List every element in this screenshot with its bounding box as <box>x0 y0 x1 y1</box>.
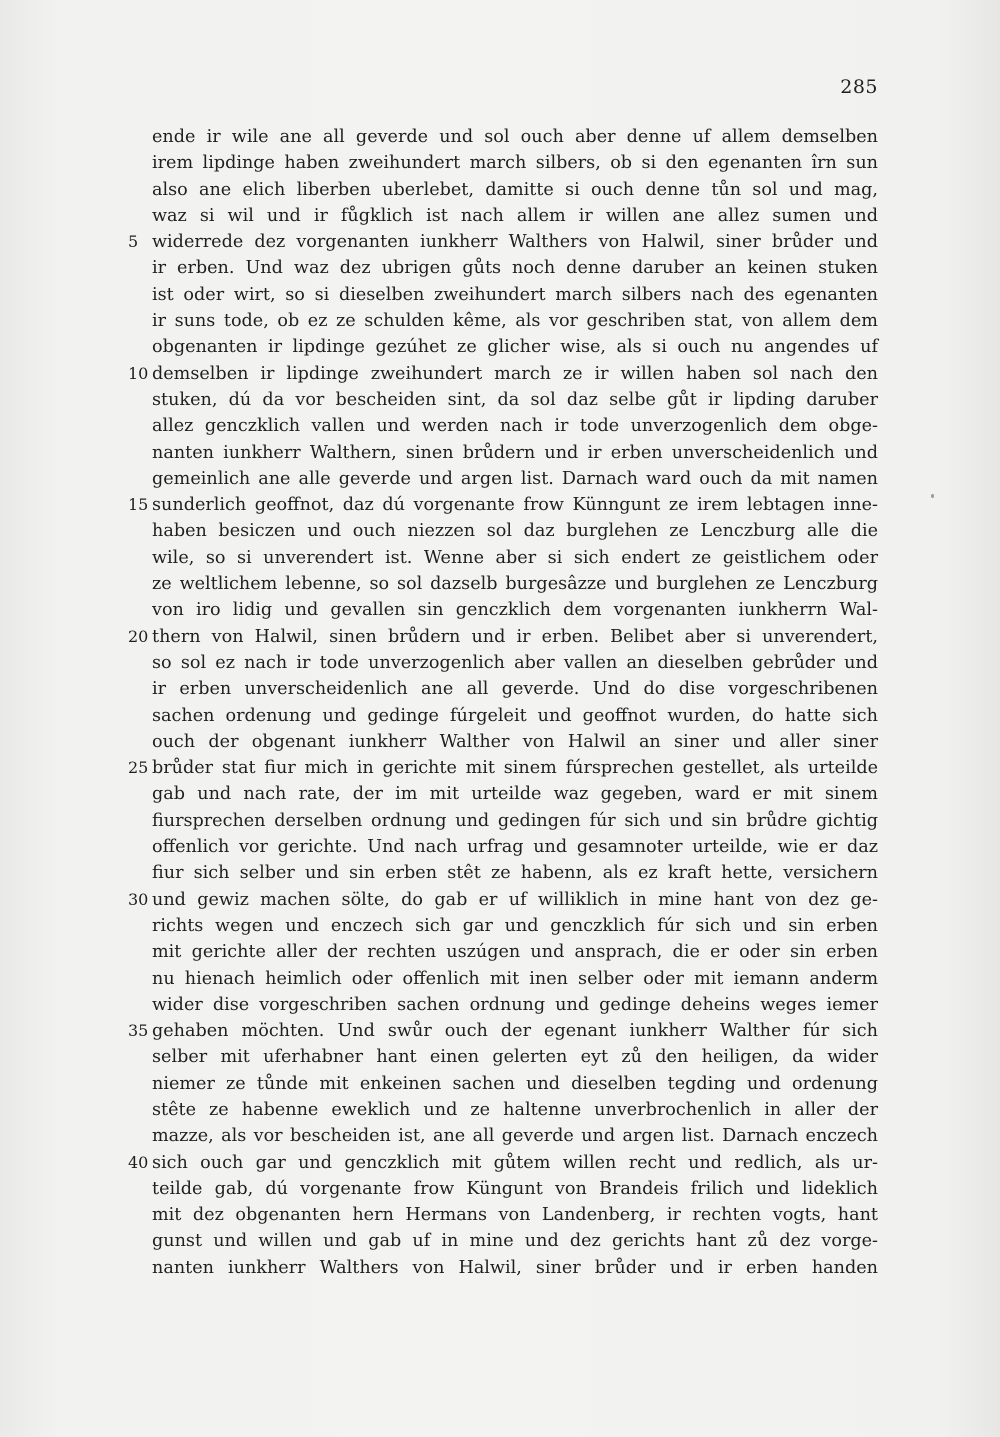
text-line <box>128 624 878 650</box>
text-line <box>152 203 878 229</box>
text-line <box>128 887 878 913</box>
text-line <box>152 703 878 729</box>
line-text: ir erben. Und waz dez ubrigen gůts noch denne daruber an keinen stuken <box>152 258 878 279</box>
text-line <box>152 124 878 150</box>
text-line <box>152 150 878 176</box>
text-line <box>152 308 878 334</box>
line-text: haben besiczen und ouch niezzen sol daz burglehen ze Lenczburg alle die <box>152 521 878 542</box>
text-line <box>128 361 878 387</box>
line-text: allez genczklich vallen und werden nach ir tode unverzogenlich dem obge- <box>152 416 878 437</box>
text-line <box>152 1202 878 1228</box>
text-line <box>152 571 878 597</box>
text-line <box>128 229 878 255</box>
line-text: nanten iunkherr Walthers von Halwil, siner brůder und ir erben handen <box>152 1257 878 1278</box>
body-text <box>128 124 878 1281</box>
line-text: von iro lidig und gevallen sin genczklich dem vorgenanten iunkherrn Wal- <box>152 600 878 621</box>
line-text: sich ouch gar und genczklich mit gůtem willen recht und redlich, als ur- <box>152 1152 878 1173</box>
line-text: obgenanten ir lipdinge gezúhet ze glicher wise, als si ouch nu angendes uf <box>152 337 878 358</box>
line-number: 15 <box>128 495 149 515</box>
text-line <box>152 860 878 886</box>
line-text: widerrede dez vorgenanten iunkherr Walthers von Halwil, siner brůder und <box>152 232 878 253</box>
line-number: 30 <box>128 889 149 909</box>
line-text: gehaben möchten. Und swůr ouch der egenant iunkherr Walther fúr sich <box>152 1021 878 1042</box>
line-text: mit gerichte aller der rechten uszúgen und ansprach, die er oder sin erben <box>152 942 878 963</box>
text-line <box>128 755 878 781</box>
line-text: teilde gab, dú vorgenante frow Küngunt von Brandeis frilich und lideklich <box>152 1178 878 1199</box>
line-text: mit dez obgenanten hern Hermans von Landenberg, ir rechten vogts, hant <box>152 1205 878 1226</box>
text-line <box>152 729 878 755</box>
line-number: 25 <box>128 758 149 778</box>
line-text: stuken, dú da vor bescheiden sint, da sol daz selbe gůt ir lipding daruber <box>152 389 878 410</box>
line-text: ir erben unverscheidenlich ane all geverde. Und do dise vorgeschribenen <box>152 679 878 700</box>
text-line <box>152 781 878 807</box>
text-line <box>152 939 878 965</box>
text-line <box>152 597 878 623</box>
text-line <box>152 834 878 860</box>
line-text: wider dise vorgeschriben sachen ordnung und gedinge deheins weges iemer <box>152 994 878 1015</box>
text-line <box>152 545 878 571</box>
line-text: ouch der obgenant iunkherr Walther von Halwil an siner und aller siner <box>152 731 878 752</box>
text-line <box>128 492 878 518</box>
line-text: fiursprechen derselben ordnung und gedingen fúr sich und sin brůdre gichtig <box>152 810 878 831</box>
text-line <box>152 808 878 834</box>
line-text: waz si wil und ir fůgklich ist nach allem ir willen ane allez sumen und <box>152 205 878 226</box>
line-text: wile, so si unverendert ist. Wenne aber si sich endert ze geistlichem oder <box>152 547 878 568</box>
text-line <box>152 650 878 676</box>
text-line <box>152 1228 878 1254</box>
text-line <box>152 913 878 939</box>
line-text: gemeinlich ane alle geverde und argen list. Darnach ward ouch da mit namen <box>152 468 878 489</box>
text-line <box>152 177 878 203</box>
line-text: so sol ez nach ir tode unverzogenlich aber vallen an dieselben gebrůder und <box>152 652 878 673</box>
paper-speck <box>931 494 934 498</box>
line-number: 40 <box>128 1152 149 1172</box>
text-line <box>152 1176 878 1202</box>
line-text: fiur sich selber und sin erben stêt ze habenn, als ez kraft hette, versichern <box>152 863 878 884</box>
text-line <box>152 1071 878 1097</box>
text-line <box>128 1018 878 1044</box>
line-text: ze weltlichem lebenne, so sol dazselb burgesâzze und burglehen ze Lenczburg <box>152 574 878 595</box>
line-text: also ane elich liberben uberlebet, damitte si ouch denne tůn sol und mag, <box>152 179 878 200</box>
line-text: offenlich vor gerichte. Und nach urfrag und gesamnoter urteilde, wie er daz <box>152 837 878 858</box>
line-text: sunderlich geoffnot, daz dú vorgenante frow Künngunt ze irem lebtagen inne- <box>152 495 878 516</box>
text-line <box>152 255 878 281</box>
text-line <box>152 518 878 544</box>
line-text: stête ze habenne eweklich und ze haltenne unverbrochenlich in aller der <box>152 1099 878 1120</box>
line-text: ir suns tode, ob ez ze schulden kême, als vor geschriben stat, von allem dem <box>152 311 878 332</box>
text-line <box>152 1097 878 1123</box>
text-line <box>152 413 878 439</box>
line-text: brůder stat fiur mich in gerichte mit sinem fúrsprechen gestellet, als urteilde <box>152 758 878 779</box>
line-text: und gewiz machen sölte, do gab er uf williklich in mine hant von dez ge- <box>152 889 878 910</box>
line-text: selber mit uferhabner hant einen gelerten eyt zů den heiligen, da wider <box>152 1047 878 1068</box>
text-line <box>152 992 878 1018</box>
line-text: ende ir wile ane all geverde und sol ouch aber denne uf allem demselben <box>152 127 878 147</box>
text-line <box>152 440 878 466</box>
text-line <box>152 1255 878 1281</box>
line-text: ist oder wirt, so si dieselben zweihundert march silbers nach des egenanten <box>152 284 878 305</box>
line-text: mazze, als vor bescheiden ist, ane all geverde und argen list. Darnach enczech <box>152 1126 878 1147</box>
text-line <box>152 282 878 308</box>
line-text: nanten iunkherr Walthern, sinen brůdern und ir erben unverscheidenlich und <box>152 442 878 463</box>
line-text: nu hienach heimlich oder offenlich mit inen selber oder mit iemann anderm <box>152 968 878 989</box>
line-text: niemer ze tůnde mit enkeinen sachen und dieselben tegding und ordenung <box>152 1073 878 1094</box>
line-text: thern von Halwil, sinen brůdern und ir erben. Belibet aber si unverendert, <box>152 626 878 647</box>
text-line <box>152 334 878 360</box>
line-text: gab und nach rate, der im mit urteilde waz gegeben, ward er mit sinem <box>152 784 878 805</box>
line-text: sachen ordenung und gedinge fúrgeleit und geoffnot wurden, do hatte sich <box>152 705 878 726</box>
text-line <box>152 1044 878 1070</box>
line-number: 35 <box>128 1021 149 1041</box>
line-text: richts wegen und enczech sich gar und genczklich fúr sich und sin erben <box>152 915 878 936</box>
line-text: irem lipdinge haben zweihundert march silbers, ob si den egenanten îrn sun <box>152 153 878 174</box>
text-line <box>128 1150 878 1176</box>
line-number: 10 <box>128 363 149 383</box>
text-line <box>152 676 878 702</box>
text-line <box>152 387 878 413</box>
line-text: demselben ir lipdinge zweihundert march ze ir willen haben sol nach den <box>152 363 878 384</box>
page-number: 285 <box>840 76 878 98</box>
line-text: gunst und willen und gab uf in mine und dez gerichts hant zů dez vorge- <box>152 1231 878 1252</box>
text-line <box>152 1123 878 1149</box>
text-line <box>152 966 878 992</box>
line-number: 20 <box>128 626 149 646</box>
line-number: 5 <box>128 232 139 252</box>
text-line <box>152 466 878 492</box>
